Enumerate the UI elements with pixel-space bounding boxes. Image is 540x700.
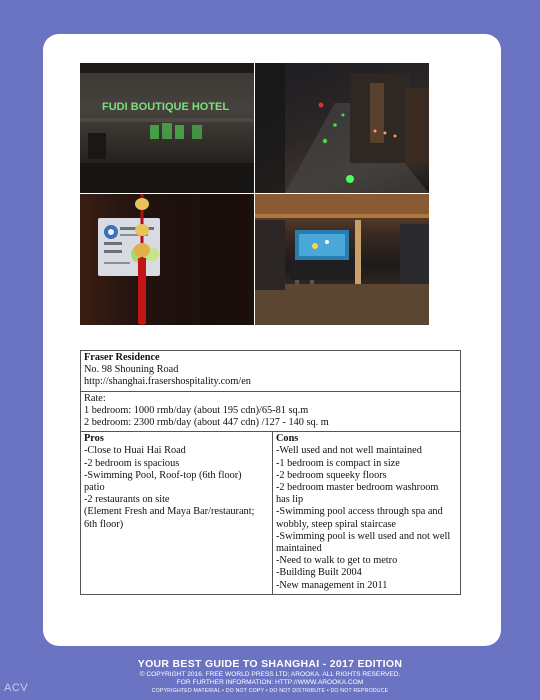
- pros-item: -2 bedroom is spacious: [84, 457, 180, 469]
- rate-line: 2 bedroom: 2300 rmb/day (about 447 cdn) /127 - 140 sq. m: [84, 417, 329, 429]
- cons-item: has lip: [276, 494, 304, 506]
- pros-item: -Swimming Pool, Roof-top (6th floor): [84, 469, 242, 481]
- cons-item: maintained: [276, 543, 322, 555]
- cons-item: -Well used and not well maintained: [276, 445, 422, 457]
- cons-cell: [273, 432, 461, 595]
- rate-row: [81, 391, 461, 432]
- cons-item: -Need to walk to get to metro: [276, 555, 398, 567]
- pros-cell: [81, 432, 273, 595]
- pros-item: -2 restaurants on site: [84, 494, 170, 506]
- photo-lobby: [255, 194, 429, 325]
- footer-copyright: © COPYRIGHT 2016. FREE WORLD PRESS LTD; AROOKA. ALL RIGHTS RESERVED.: [139, 671, 401, 678]
- footer-info: FOR FURTHER INFORMATION: HTTP://WWW.AROOKA.COM: [176, 679, 364, 686]
- footer-title: YOUR BEST GUIDE TO SHANGHAI - 2017 EDITION: [137, 658, 403, 670]
- hotel-name: Fraser Residence: [84, 352, 160, 363]
- hotel-photo-collage: [80, 63, 429, 325]
- rate-line: 1 bedroom: 1000 rmb/day (about 195 cdn)/65-81 sq.m: [84, 404, 309, 416]
- cons-item: -Swimming pool is well used and not well: [276, 530, 451, 542]
- photo-driveway-art: [255, 63, 429, 193]
- cons-heading: Cons: [276, 433, 299, 445]
- photo-lobby-art: [255, 194, 429, 325]
- cons-item: wobbly, steep spiral staircase: [276, 518, 396, 530]
- hotel-sign-text: FUDI BOUTIQUE HOTEL: [102, 101, 230, 113]
- photo-driveway: [255, 63, 429, 193]
- footer-warning: COPYRIGHTED MATERIAL • DO NOT COPY • DO NOT DISTRIBUTE • DO NOT REPRODUCE: [151, 688, 389, 694]
- pros-item: patio: [84, 482, 105, 494]
- pros-item: -Close to Huai Hai Road: [84, 445, 186, 457]
- hotel-url: http://shanghai.frasershospitality.com/en: [84, 376, 251, 388]
- pros-item: 6th floor): [84, 518, 124, 530]
- pros-cons-row: [81, 432, 461, 595]
- cons-item: -2 bedroom squeeky floors: [276, 469, 387, 481]
- pros-heading: Pros: [84, 433, 104, 445]
- cons-item: -1 bedroom is compact in size: [276, 457, 400, 469]
- photo-hotel-sign-art: [80, 63, 254, 193]
- rate-label: Rate:: [84, 392, 106, 404]
- cons-item: -Building Built 2004: [276, 567, 362, 579]
- page-panel: [43, 34, 501, 646]
- hotel-header-cell: [81, 351, 461, 392]
- pros-item: (Element Fresh and Maya Bar/restaurant;: [84, 506, 255, 518]
- photo-hotel-sign: [80, 63, 254, 193]
- cons-item: -2 bedroom master bedroom washroom: [276, 482, 439, 494]
- hotel-address: No. 98 Shouning Road: [84, 364, 179, 376]
- photo-wall-plaque-art: [80, 194, 254, 325]
- cons-item: -Swimming pool access through spa and: [276, 506, 443, 518]
- cons-item: -New management in 2011: [276, 579, 388, 591]
- rate-cell: [81, 391, 461, 432]
- hotel-info-table: [80, 350, 461, 595]
- photo-wall-plaque: [80, 194, 254, 325]
- corner-mark: ACV: [4, 682, 29, 694]
- hotel-header-row: [81, 351, 461, 392]
